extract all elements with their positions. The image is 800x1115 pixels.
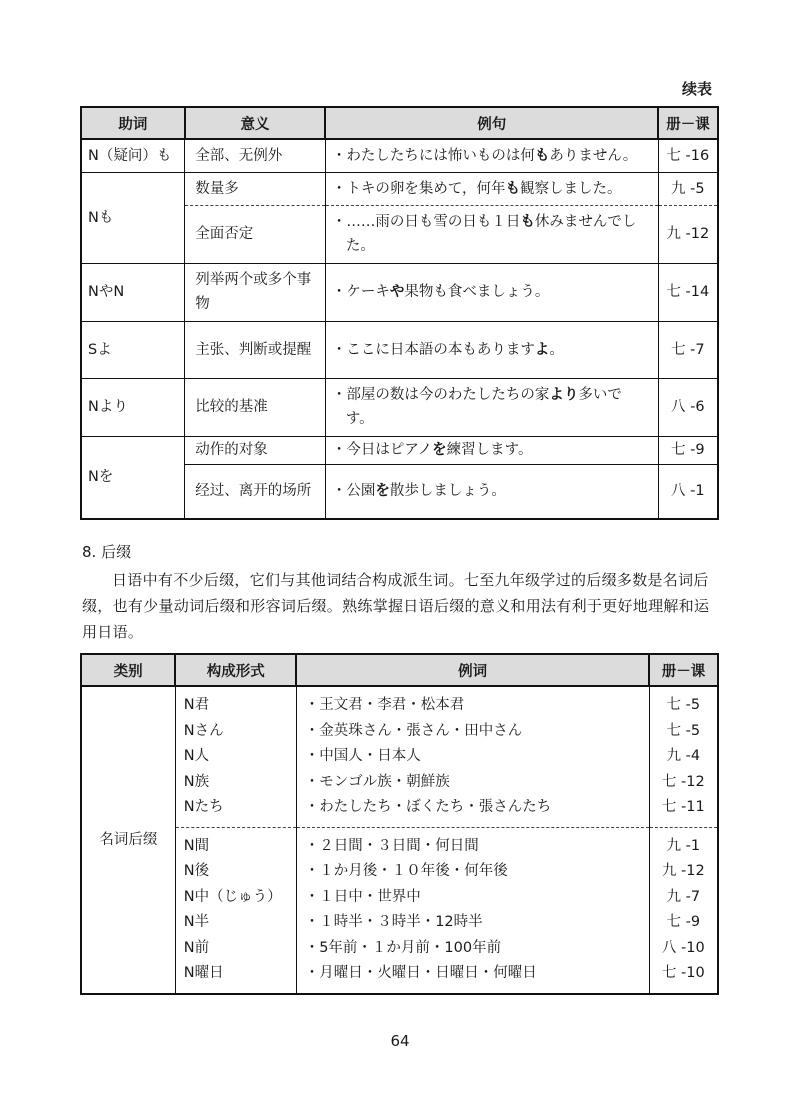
form-item: N君	[183, 697, 210, 713]
lesson-list	[649, 827, 718, 994]
particle-cell: NやN	[81, 263, 185, 321]
table-header-row	[81, 107, 718, 139]
particle-cell: Sよ	[81, 321, 185, 378]
header-category: 类别	[81, 654, 175, 686]
meaning-cell: 全部、无例外	[185, 139, 326, 172]
table-row	[81, 378, 718, 436]
form-list	[175, 686, 296, 827]
form-item: N半	[183, 914, 210, 930]
form-item: Nたち	[183, 799, 224, 815]
lesson-item: 七 -5	[666, 722, 701, 739]
example-cell: ・ここに日本語の本もありますよ。	[325, 321, 658, 378]
example-item: ・王文君・李君・松本君	[304, 697, 465, 713]
example-item: ・5年前・１か月前・100年前	[304, 939, 502, 956]
lesson-item: 九 -12	[661, 863, 705, 879]
lesson-cell: 七 -7	[658, 321, 718, 378]
examples-list	[296, 827, 649, 994]
example-item: ・わたしたち・ぼくたち・張さんたち	[304, 799, 552, 815]
lesson-item: 七 -11	[661, 799, 705, 815]
page-number: 64	[390, 1032, 410, 1050]
lesson-item: 八 -10	[661, 939, 705, 956]
lesson-item: 七 -9	[666, 914, 701, 930]
meaning-cell: 全面否定	[185, 205, 326, 263]
example-cell: ・今日はピアノを練習します。	[325, 436, 658, 464]
section-paragraph: 日语中有不少后缀，它们与其他词结合构成派生词。七至九年级学过的后缀多数是名词后缀，也有少量动词后缀和形容词后缀。熟练掌握日语后缀的意义和用法有利于更好地理解和运用日语。	[82, 571, 710, 641]
example-item: ・中国人・日本人	[304, 748, 421, 764]
table-row	[81, 827, 718, 994]
lesson-list	[649, 686, 718, 827]
example-item: ・金英珠さん・張さん・田中さん	[304, 722, 523, 739]
category-cell: 名词后缀	[81, 686, 175, 994]
header-lesson: 册－课	[658, 107, 718, 139]
particle-cell: Nより	[81, 378, 185, 436]
lesson-cell: 八 -1	[658, 464, 718, 519]
table-row	[81, 172, 718, 205]
lesson-item: 九 -4	[666, 748, 701, 764]
form-item: N前	[183, 939, 210, 956]
table-row	[81, 139, 718, 172]
examples-list	[296, 686, 649, 827]
header-examples: 例词	[296, 654, 649, 686]
meaning-cell: 数量多	[185, 172, 326, 205]
form-item: N曜日	[183, 965, 224, 981]
particle-cell: Nも	[81, 172, 185, 263]
form-item: N間	[183, 837, 210, 854]
table-header-row	[81, 654, 718, 686]
example-item: ・２日間・３日間・何日間	[304, 837, 479, 854]
form-item: N族	[183, 773, 210, 790]
lesson-cell: 九 -12	[658, 205, 718, 263]
example-item: ・１か月後・１０年後・何年後	[304, 863, 508, 879]
lesson-cell: 七 -9	[658, 436, 718, 464]
meaning-cell: 经过、离开的场所	[185, 464, 326, 519]
table-row	[81, 436, 718, 464]
lesson-cell: 九 -5	[658, 172, 718, 205]
suffix-table	[80, 653, 719, 995]
lesson-item: 七 -12	[661, 773, 705, 790]
example-item: ・月曜日・火曜日・日曜日・何曜日	[304, 965, 537, 981]
particle-table	[80, 106, 719, 520]
example-cell: ・わたしたちには怖いものは何もありません。	[325, 139, 658, 172]
continued-label: 续表	[681, 80, 712, 98]
meaning-cell: 列举两个或多个事物	[185, 263, 326, 321]
header-example: 例句	[325, 107, 658, 139]
example-cell: ・公園を散歩しましょう。	[325, 464, 658, 519]
example-item: ・１時半・３時半・12時半	[304, 914, 483, 930]
example-cell: ・トキの卵を集めて，何年も観察しました。	[325, 172, 658, 205]
form-item: N中（じゅう）	[183, 888, 282, 905]
particle-cell: Nを	[81, 436, 185, 519]
meaning-cell: 动作的对象	[185, 436, 326, 464]
example-cell: ・……雨の日も雪の日も１日も休みませんでした。	[325, 205, 658, 263]
example-item: ・モンゴル族・朝鮮族	[304, 773, 450, 790]
example-item: ・１日中・世界中	[304, 888, 421, 905]
table-row	[81, 321, 718, 378]
header-meaning: 意义	[185, 107, 326, 139]
example-cell: ・部屋の数は今のわたしたちの家より多いです。	[325, 378, 658, 436]
lesson-item: 七 -10	[661, 965, 705, 981]
example-cell: ・ケーキや果物も食べましょう。	[325, 263, 658, 321]
lesson-item: 九 -7	[666, 888, 701, 905]
form-item: N後	[183, 863, 210, 879]
table-row	[81, 686, 718, 827]
header-form: 构成形式	[175, 654, 296, 686]
lesson-cell: 七 -14	[658, 263, 718, 321]
lesson-item: 九 -1	[666, 837, 701, 854]
lesson-item: 七 -5	[666, 697, 701, 713]
form-item: N人	[183, 748, 210, 764]
meaning-cell: 比较的基准	[185, 378, 326, 436]
header-particle: 助词	[81, 107, 185, 139]
header-lesson: 册－课	[649, 654, 718, 686]
lesson-cell: 八 -6	[658, 378, 718, 436]
table-row	[81, 263, 718, 321]
meaning-cell: 主张、判断或提醒	[185, 321, 326, 378]
lesson-cell: 七 -16	[658, 139, 718, 172]
form-item: Nさん	[183, 722, 224, 739]
form-list	[175, 827, 296, 994]
particle-cell: N（疑问）も	[81, 139, 185, 172]
section-title: 8. 后缀	[82, 543, 132, 561]
